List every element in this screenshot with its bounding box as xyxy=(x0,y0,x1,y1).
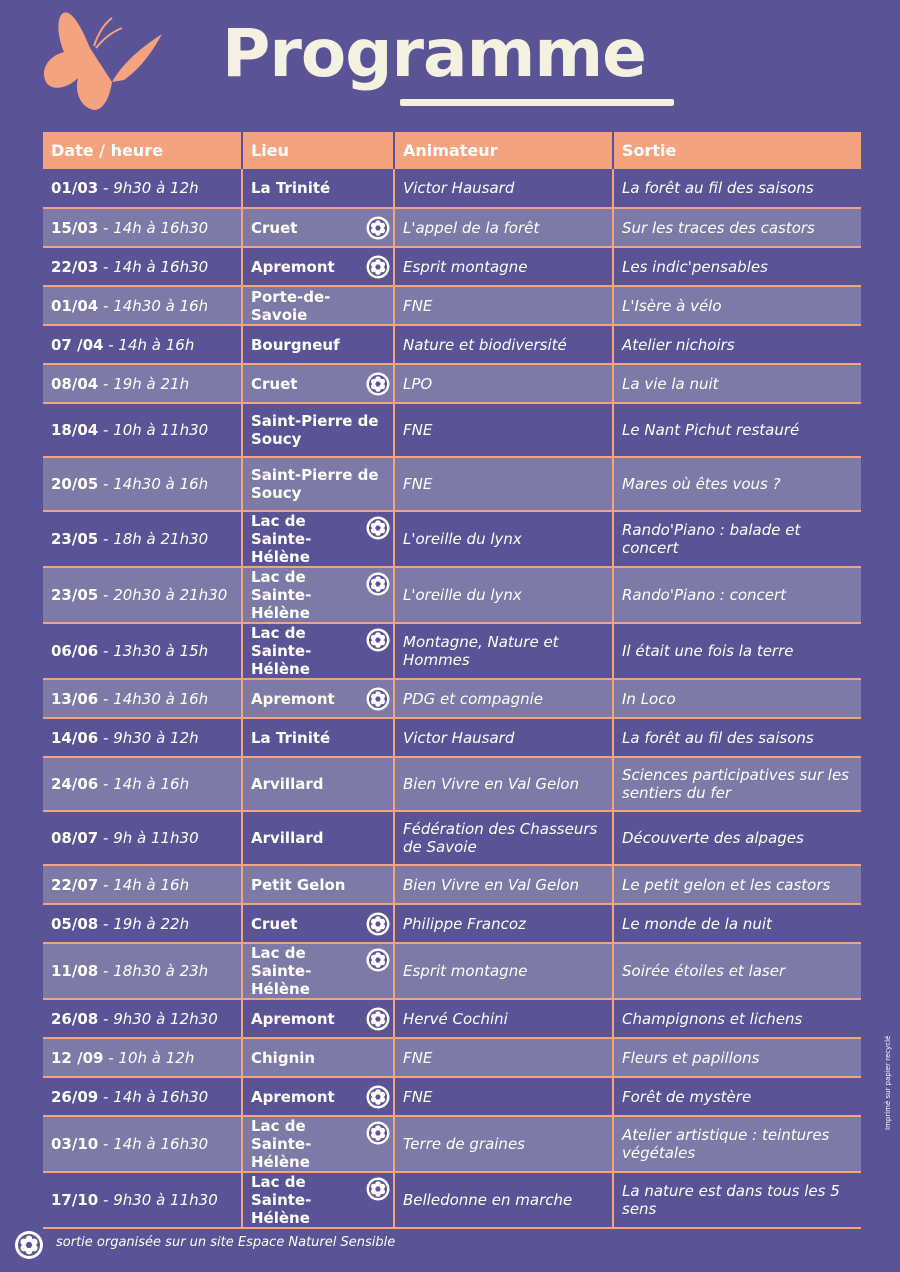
cell-lieu xyxy=(242,1116,394,1172)
date-text: 26/09 xyxy=(51,1087,99,1106)
cell-date-heure: 07 /04 - 14h à 16h xyxy=(43,325,242,364)
table-row xyxy=(43,325,861,364)
lieu-text: Petit Gelon xyxy=(251,875,346,894)
cell-sortie: Forêt de mystère xyxy=(613,1077,861,1116)
cell-lieu xyxy=(242,757,394,811)
header-animateur: Animateur xyxy=(394,132,613,169)
cell-sortie: Rando'Piano : balade et concert xyxy=(613,511,861,567)
cell-date-heure: 15/03 - 14h à 16h30 xyxy=(43,208,242,247)
date-text: 14/06 xyxy=(51,728,99,747)
lieu-text: Cruet xyxy=(251,374,298,393)
date-text: 18/04 xyxy=(51,421,99,439)
cell-animateur: Philippe Francoz xyxy=(394,904,613,943)
legend-text: sortie organisée sur un site Espace Naturel Sensible xyxy=(56,1235,396,1250)
heure-text: 9h30 à 12h xyxy=(113,728,199,747)
ens-flower-icon xyxy=(366,572,390,596)
cell-lieu xyxy=(242,943,394,999)
date-text: 22/03 xyxy=(51,257,99,276)
cell-animateur: Belledonne en marche xyxy=(394,1172,613,1228)
table-row xyxy=(43,208,861,247)
table-row xyxy=(43,1077,861,1116)
table-row xyxy=(43,943,861,999)
heure-text: 9h30 à 11h30 xyxy=(113,1191,218,1209)
ens-flower-icon xyxy=(366,948,390,972)
ens-flower-icon xyxy=(366,1121,390,1145)
cell-date-heure: 14/06 - 9h30 à 12h xyxy=(43,718,242,757)
cell-animateur: L'appel de la forêt xyxy=(394,208,613,247)
ens-flower-icon xyxy=(366,912,390,936)
table-row xyxy=(43,403,861,457)
cell-date-heure: 26/08 - 9h30 à 12h30 xyxy=(43,999,242,1038)
cell-lieu xyxy=(242,247,394,286)
date-text: 01/03 xyxy=(51,179,99,197)
lieu-text: Cruet xyxy=(251,218,298,237)
date-text: 20/05 xyxy=(51,475,99,493)
lieu-text: Apremont xyxy=(251,1009,335,1028)
cell-animateur: Victor Hausard xyxy=(394,169,613,208)
cell-sortie: Mares où êtes vous ? xyxy=(613,457,861,511)
lieu-text: Saint-Pierre de Soucy xyxy=(251,466,379,502)
table-row xyxy=(43,1116,861,1172)
heure-text: 14h30 à 16h xyxy=(113,689,209,708)
cell-animateur: Esprit montagne xyxy=(394,247,613,286)
cell-sortie: Le monde de la nuit xyxy=(613,904,861,943)
lieu-text: Lac de Sainte-Hélène xyxy=(251,568,312,622)
date-text: 12 /09 xyxy=(51,1048,104,1067)
table-row xyxy=(43,364,861,403)
header-date: Date / heure xyxy=(43,132,242,169)
table-row xyxy=(43,623,861,679)
cell-lieu xyxy=(242,364,394,403)
cell-lieu xyxy=(242,567,394,623)
heure-text: 14h30 à 16h xyxy=(113,296,209,315)
cell-animateur: Fédération des Chasseurs de Savoie xyxy=(394,811,613,865)
cell-date-heure: 26/09 - 14h à 16h30 xyxy=(43,1077,242,1116)
lieu-text: Lac de Sainte-Hélène xyxy=(251,944,312,998)
heure-text: 9h30 à 12h xyxy=(113,179,199,197)
date-text: 24/06 xyxy=(51,775,99,793)
table-row xyxy=(43,511,861,567)
ens-flower-icon xyxy=(366,516,390,540)
cell-date-heure: 08/04 - 19h à 21h xyxy=(43,364,242,403)
table-row xyxy=(43,679,861,718)
ens-flower-icon xyxy=(366,216,390,240)
cell-date-heure: 20/05 - 14h30 à 16h xyxy=(43,457,242,511)
butterfly-icon xyxy=(38,8,168,118)
date-text: 06/06 xyxy=(51,642,99,660)
cell-lieu xyxy=(242,208,394,247)
cell-animateur: Terre de graines xyxy=(394,1116,613,1172)
date-text: 03/10 xyxy=(51,1135,99,1153)
cell-date-heure: 01/03 - 9h30 à 12h xyxy=(43,169,242,208)
cell-animateur: L'oreille du lynx xyxy=(394,567,613,623)
cell-lieu xyxy=(242,1077,394,1116)
cell-lieu xyxy=(242,325,394,364)
cell-date-heure: 23/05 - 18h à 21h30 xyxy=(43,511,242,567)
heure-text: 14h à 16h30 xyxy=(113,1087,209,1106)
cell-sortie: L'Isère à vélo xyxy=(613,286,861,325)
lieu-text: Arvillard xyxy=(251,829,324,847)
lieu-text: Saint-Pierre de Soucy xyxy=(251,412,379,448)
date-text: 26/08 xyxy=(51,1009,99,1028)
cell-lieu xyxy=(242,904,394,943)
date-text: 17/10 xyxy=(51,1191,99,1209)
date-text: 05/08 xyxy=(51,914,99,933)
lieu-text: Lac de Sainte-Hélène xyxy=(251,1173,312,1227)
date-text: 15/03 xyxy=(51,218,99,237)
cell-sortie: Soirée étoiles et laser xyxy=(613,943,861,999)
heure-text: 14h à 16h xyxy=(118,335,195,354)
lieu-text: Porte-de-Savoie xyxy=(251,287,331,324)
cell-date-heure: 23/05 - 20h30 à 21h30 xyxy=(43,567,242,623)
cell-sortie: Champignons et lichens xyxy=(613,999,861,1038)
table-row xyxy=(43,1038,861,1077)
date-text: 23/05 xyxy=(51,586,99,604)
lieu-text: La Trinité xyxy=(251,728,331,747)
table-row xyxy=(43,169,861,208)
cell-animateur: Victor Hausard xyxy=(394,718,613,757)
page-title: Programme xyxy=(222,15,646,92)
title-underline xyxy=(400,99,674,106)
date-text: 13/06 xyxy=(51,689,99,708)
cell-lieu xyxy=(242,457,394,511)
ens-flower-icon xyxy=(366,628,390,652)
table-row xyxy=(43,904,861,943)
cell-lieu xyxy=(242,718,394,757)
cell-date-heure: 08/07 - 9h à 11h30 xyxy=(43,811,242,865)
table-row xyxy=(43,286,861,325)
heure-text: 10h à 11h30 xyxy=(113,421,209,439)
cell-sortie: Il était une fois la terre xyxy=(613,623,861,679)
lieu-text: Apremont xyxy=(251,1087,335,1106)
cell-lieu xyxy=(242,1038,394,1077)
table-row xyxy=(43,247,861,286)
cell-sortie: Rando'Piano : concert xyxy=(613,567,861,623)
cell-lieu xyxy=(242,511,394,567)
lieu-text: Lac de Sainte-Hélène xyxy=(251,1117,312,1171)
heure-text: 14h à 16h xyxy=(113,875,190,894)
ens-flower-icon xyxy=(366,1177,390,1201)
cell-date-heure: 13/06 - 14h30 à 16h xyxy=(43,679,242,718)
heure-text: 18h30 à 23h xyxy=(113,962,209,980)
cell-animateur: Esprit montagne xyxy=(394,943,613,999)
cell-animateur: FNE xyxy=(394,1038,613,1077)
heure-text: 14h à 16h30 xyxy=(113,218,209,237)
cell-animateur: FNE xyxy=(394,1077,613,1116)
cell-animateur: Montagne, Nature et Hommes xyxy=(394,623,613,679)
lieu-text: Apremont xyxy=(251,257,335,276)
heure-text: 19h à 21h xyxy=(113,374,190,393)
lieu-text: Apremont xyxy=(251,689,335,708)
cell-date-heure: 12 /09 - 10h à 12h xyxy=(43,1038,242,1077)
cell-lieu xyxy=(242,811,394,865)
cell-sortie: Atelier artistique : teintures végétales xyxy=(613,1116,861,1172)
cell-date-heure: 03/10 - 14h à 16h30 xyxy=(43,1116,242,1172)
cell-lieu xyxy=(242,623,394,679)
cell-animateur: FNE xyxy=(394,457,613,511)
cell-date-heure: 11/08 - 18h30 à 23h xyxy=(43,943,242,999)
cell-sortie: Sur les traces des castors xyxy=(613,208,861,247)
ens-flower-icon xyxy=(366,372,390,396)
heure-text: 9h30 à 12h30 xyxy=(113,1009,218,1028)
date-text: 23/05 xyxy=(51,530,99,548)
heure-text: 10h à 12h xyxy=(118,1048,195,1067)
cell-lieu xyxy=(242,679,394,718)
cell-sortie: La nature est dans tous les 5 sens xyxy=(613,1172,861,1228)
lieu-text: Chignin xyxy=(251,1048,316,1067)
table-row xyxy=(43,999,861,1038)
cell-lieu xyxy=(242,999,394,1038)
ens-flower-icon xyxy=(14,1230,44,1260)
date-text: 07 /04 xyxy=(51,335,104,354)
heure-text: 9h à 11h30 xyxy=(113,829,199,847)
table-row xyxy=(43,567,861,623)
cell-animateur: LPO xyxy=(394,364,613,403)
heure-text: 18h à 21h30 xyxy=(113,530,209,548)
table-row xyxy=(43,865,861,904)
cell-animateur: Hervé Cochini xyxy=(394,999,613,1038)
table-row xyxy=(43,457,861,511)
cell-lieu xyxy=(242,1172,394,1228)
lieu-text: Lac de Sainte-Hélène xyxy=(251,512,312,566)
cell-date-heure: 17/10 - 9h30 à 11h30 xyxy=(43,1172,242,1228)
cell-date-heure: 05/08 - 19h à 22h xyxy=(43,904,242,943)
heure-text: 13h30 à 15h xyxy=(113,642,209,660)
cell-sortie: La forêt au fil des saisons xyxy=(613,718,861,757)
recycled-paper-note: Imprimé sur papier recyclé xyxy=(884,1035,892,1130)
date-text: 08/04 xyxy=(51,374,99,393)
lieu-text: Arvillard xyxy=(251,775,324,793)
cell-date-heure: 22/03 - 14h à 16h30 xyxy=(43,247,242,286)
header-lieu: Lieu xyxy=(242,132,394,169)
cell-date-heure: 24/06 - 14h à 16h xyxy=(43,757,242,811)
cell-date-heure: 22/07 - 14h à 16h xyxy=(43,865,242,904)
cell-animateur: Bien Vivre en Val Gelon xyxy=(394,865,613,904)
heure-text: 20h30 à 21h30 xyxy=(113,586,228,604)
cell-sortie: Fleurs et papillons xyxy=(613,1038,861,1077)
date-text: 11/08 xyxy=(51,962,99,980)
heure-text: 14h30 à 16h xyxy=(113,475,209,493)
heure-text: 14h à 16h30 xyxy=(113,1135,209,1153)
cell-animateur: FNE xyxy=(394,403,613,457)
cell-sortie: Le Nant Pichut restauré xyxy=(613,403,861,457)
programme-table xyxy=(43,132,861,1229)
cell-date-heure: 01/04 - 14h30 à 16h xyxy=(43,286,242,325)
cell-lieu xyxy=(242,169,394,208)
table-row xyxy=(43,757,861,811)
ens-flower-icon xyxy=(366,255,390,279)
cell-animateur: L'oreille du lynx xyxy=(394,511,613,567)
date-text: 01/04 xyxy=(51,296,99,315)
date-text: 22/07 xyxy=(51,875,99,894)
cell-sortie: Sciences participatives sur les sentiers du fer xyxy=(613,757,861,811)
heure-text: 19h à 22h xyxy=(113,914,190,933)
cell-animateur: Bien Vivre en Val Gelon xyxy=(394,757,613,811)
cell-lieu xyxy=(242,403,394,457)
cell-sortie: Les indic'pensables xyxy=(613,247,861,286)
table-row xyxy=(43,1172,861,1228)
heure-text: 14h à 16h30 xyxy=(113,257,209,276)
lieu-text: Lac de Sainte-Hélène xyxy=(251,624,312,678)
ens-flower-icon xyxy=(366,1085,390,1109)
heure-text: 14h à 16h xyxy=(113,775,190,793)
lieu-text: Bourgneuf xyxy=(251,335,340,354)
header-sortie: Sortie xyxy=(613,132,861,169)
table-row xyxy=(43,718,861,757)
cell-animateur: Nature et biodiversité xyxy=(394,325,613,364)
table-header-row xyxy=(43,132,861,169)
table-row xyxy=(43,811,861,865)
cell-sortie: Découverte des alpages xyxy=(613,811,861,865)
cell-lieu xyxy=(242,286,394,325)
cell-sortie: In Loco xyxy=(613,679,861,718)
cell-sortie: Atelier nichoirs xyxy=(613,325,861,364)
ens-flower-icon xyxy=(366,1007,390,1031)
lieu-text: Cruet xyxy=(251,914,298,933)
cell-sortie: Le petit gelon et les castors xyxy=(613,865,861,904)
ens-flower-icon xyxy=(366,687,390,711)
cell-animateur: PDG et compagnie xyxy=(394,679,613,718)
cell-animateur: FNE xyxy=(394,286,613,325)
date-text: 08/07 xyxy=(51,829,99,847)
cell-date-heure: 06/06 - 13h30 à 15h xyxy=(43,623,242,679)
cell-sortie: La forêt au fil des saisons xyxy=(613,169,861,208)
lieu-text: La Trinité xyxy=(251,179,331,197)
cell-lieu xyxy=(242,865,394,904)
cell-sortie: La vie la nuit xyxy=(613,364,861,403)
cell-date-heure: 18/04 - 10h à 11h30 xyxy=(43,403,242,457)
